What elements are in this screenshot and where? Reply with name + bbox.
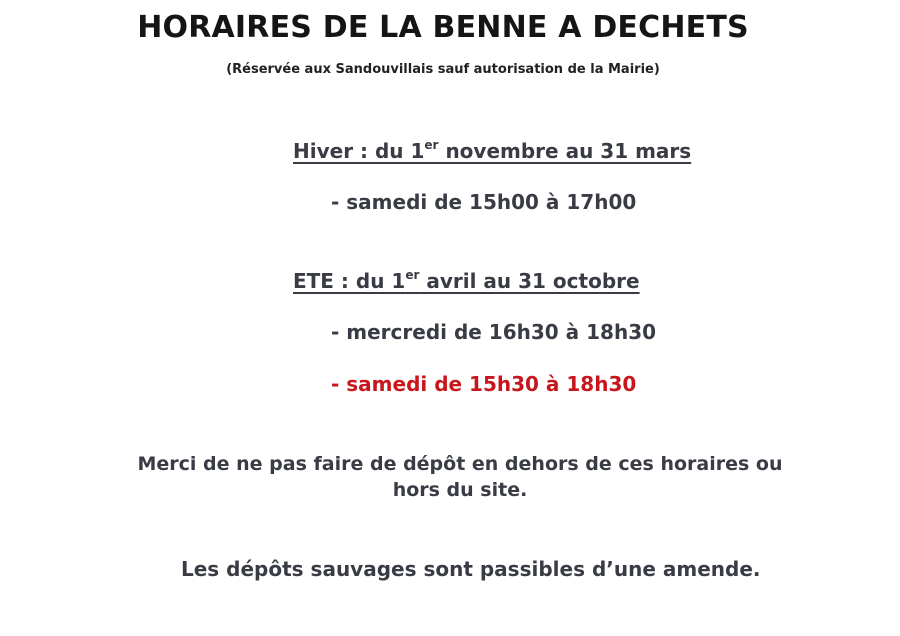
summer-slot-wednesday: - mercredi de 16h30 à 18h30 bbox=[331, 320, 657, 344]
summer-season-label-start: ETE : du 1 bbox=[293, 269, 406, 293]
winter-season-label-start: Hiver : du 1 bbox=[293, 139, 425, 163]
winter-season-ordinal: er bbox=[424, 138, 439, 152]
summer-slot-saturday: - samedi de 15h30 à 18h30 bbox=[331, 372, 637, 396]
winter-season-heading bbox=[293, 139, 691, 163]
winter-season-label-end: novembre au 31 mars bbox=[438, 139, 692, 163]
summer-season-ordinal: er bbox=[405, 268, 420, 282]
page-subtitle: (Réservée aux Sandouvillais sauf autorisation de la Mairie) bbox=[226, 62, 660, 77]
summer-season-heading bbox=[293, 269, 640, 293]
winter-slot-saturday: - samedi de 15h00 à 17h00 bbox=[331, 190, 637, 214]
reminder-line-1: Merci de ne pas faire de dépôt en dehors de ces horaires ou bbox=[137, 453, 783, 475]
reminder-line-2: hors du site. bbox=[392, 479, 528, 501]
summer-season-label-end: avril au 31 octobre bbox=[419, 269, 640, 293]
page-title: HORAIRES DE LA BENNE A DECHETS bbox=[137, 10, 749, 45]
reminder-notice bbox=[0, 451, 900, 503]
fine-notice: Les dépôts sauvages sont passibles d’une amende. bbox=[181, 557, 761, 581]
